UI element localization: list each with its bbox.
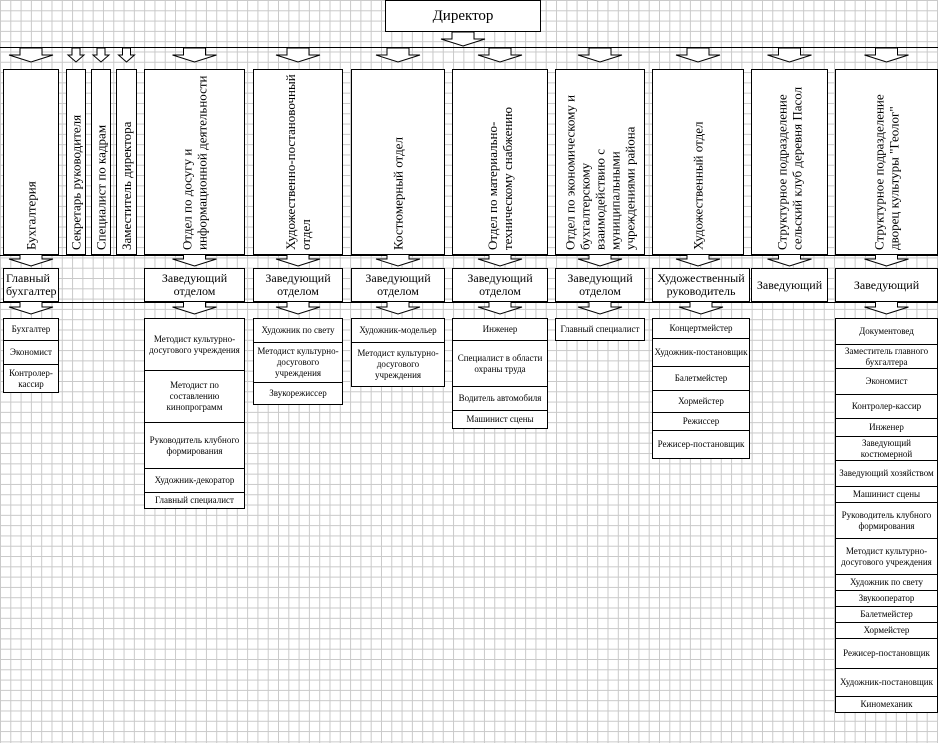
staff-position: Методист по составлению кинопрограмм — [144, 370, 245, 423]
staff-position: Водитель автомобиля — [452, 386, 548, 411]
staff-position: Заведующий костюмерной — [835, 436, 938, 461]
department-head-box: Заведующий отделом — [253, 268, 343, 302]
staff-position: Инженер — [452, 318, 548, 341]
department-arrow — [578, 48, 622, 62]
staff-position: Художник-постановщик — [652, 338, 750, 367]
department-head-box: Заведующий отделом — [555, 268, 645, 302]
department-head-box: Заведующий — [751, 268, 828, 302]
staff-position: Машинист сцены — [835, 486, 938, 503]
staff-position: Режисер-постановщик — [835, 638, 938, 669]
staff-position: Художник по свету — [835, 574, 938, 591]
department-arrow — [276, 48, 320, 62]
staff-position: Главный специалист — [555, 318, 645, 341]
staff-position: Киномеханик — [835, 696, 938, 713]
department-box: Отдел по досугу и информационной деятельности — [144, 69, 245, 255]
staff-position: Заместитель главного бухгалтера — [835, 344, 938, 369]
staff-position: Контролер-кассир — [835, 394, 938, 419]
staff-position: Экономист — [3, 340, 59, 365]
staff-position: Художник-модельер — [351, 318, 445, 343]
staff-position: Инженер — [835, 418, 938, 437]
department-head-box: Заведующий отделом — [351, 268, 445, 302]
department-box: Художественный отдел — [652, 69, 744, 255]
department-head-box: Заведующий отделом — [144, 268, 245, 302]
department-head-box: Главный бухгалтер — [3, 268, 59, 302]
staff-position: Хормейстер — [652, 390, 750, 413]
department-arrow — [68, 48, 84, 62]
staff-position: Звукооператор — [835, 590, 938, 607]
director-down-arrow — [441, 32, 485, 46]
staff-position: Руководитель клубного формирования — [835, 502, 938, 539]
department-arrow — [119, 48, 135, 62]
staff-position: Главный специалист — [144, 492, 245, 509]
department-arrow — [376, 48, 420, 62]
department-head-box: Художественный руководитель — [652, 268, 750, 302]
staff-position: Художник по свету — [253, 318, 343, 343]
department-box: Заместитель директора — [116, 69, 137, 255]
department-box: Отдел по экономическому и бухгалтерскому взаимодействию с муниципальными учреждениями района — [555, 69, 645, 255]
department-box: Костюмерный отдел — [351, 69, 445, 255]
staff-position: Документовед — [835, 318, 938, 345]
department-box: Бухгалтерия — [3, 69, 59, 255]
staff-position: Концертмейстер — [652, 318, 750, 339]
staff-position: Хормейстер — [835, 622, 938, 639]
department-arrow — [9, 48, 53, 62]
staff-position: Методист культурно-досугового учреждения — [144, 318, 245, 371]
staff-position: Звукорежиссер — [253, 382, 343, 405]
department-head-box: Заведующий — [835, 268, 938, 302]
department-box: Секретарь руководителя — [66, 69, 86, 255]
staff-row-line — [0, 302, 938, 303]
staff-position: Специалист в области охраны труда — [452, 340, 548, 387]
head-row-line — [0, 255, 938, 256]
staff-position: Методист культурно-досугового учреждения — [253, 342, 343, 383]
staff-position: Режиссер — [652, 412, 750, 431]
staff-position: Машинист сцены — [452, 410, 548, 429]
department-arrow — [93, 48, 109, 62]
staff-position: Режисер-постановщик — [652, 430, 750, 459]
staff-position: Заведующий хозяйством — [835, 460, 938, 487]
director-box — [385, 0, 541, 32]
department-arrow — [173, 48, 217, 62]
staff-position: Художник-постановщик — [835, 668, 938, 697]
director-label: Директор — [432, 7, 494, 24]
top-distribution-line — [0, 47, 938, 48]
department-arrow — [768, 48, 812, 62]
staff-position: Руководитель клубного формирования — [144, 422, 245, 469]
department-box: Отдел по материально-техническому снабжению — [452, 69, 548, 255]
staff-position: Методист культурно-досугового учреждения — [351, 342, 445, 387]
staff-position: Экономист — [835, 368, 938, 395]
staff-position: Балетмейстер — [835, 606, 938, 623]
staff-position: Методист культурно-досугового учреждения — [835, 538, 938, 575]
staff-position: Контролер-кассир — [3, 364, 59, 393]
department-arrow — [676, 48, 720, 62]
department-box: Специалист по кадрам — [91, 69, 111, 255]
department-arrow — [478, 48, 522, 62]
department-arrow — [865, 48, 909, 62]
staff-position: Бухгалтер — [3, 318, 59, 341]
department-box: Художественно-постановочный отдел — [253, 69, 343, 255]
staff-position: Художник-декоратор — [144, 468, 245, 493]
department-head-box: Заведующий отделом — [452, 268, 548, 302]
staff-position: Балетмейстер — [652, 366, 750, 391]
department-box: Структурное подразделение сельский клуб деревня Пасол — [751, 69, 828, 255]
department-box: Структурное подразделение дворец культуры "Геолог" — [835, 69, 938, 255]
